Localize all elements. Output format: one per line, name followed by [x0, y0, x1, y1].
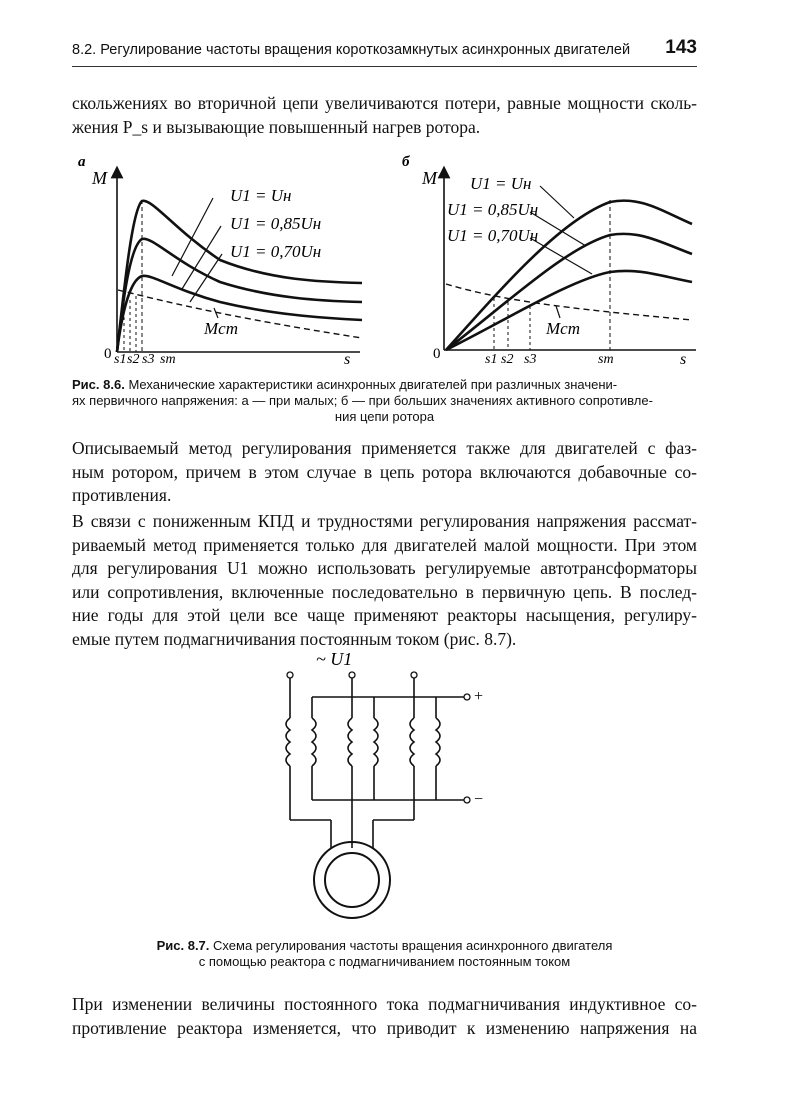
panel-b	[402, 154, 696, 368]
curve-label: U1 = 0,85Uн	[447, 200, 539, 219]
section-title: 8.2. Регулирование частоты вращения короткозамкнутых асинхронных двигателей	[72, 42, 631, 58]
paragraph-2	[72, 437, 697, 508]
caption-text: ях первичного напряжения: а — при малых; б — при больших значениях активного сопротивле-	[72, 393, 653, 408]
text-line: При изменении величины постоянного тока подмагничивания индуктивное со-	[72, 994, 697, 1014]
text-line: емые путем подмагничивания постоянным током (рис. 8.7).	[72, 628, 517, 649]
leader-line	[530, 212, 586, 246]
caption-label: Рис. 8.7.	[156, 938, 210, 953]
x-axis-label: s	[344, 351, 351, 368]
x-axis-label: s	[680, 351, 687, 368]
figure-8-6	[0, 150, 794, 375]
s-label: s3	[524, 352, 537, 367]
s-label: sm	[160, 352, 176, 367]
figure-8-6-caption	[72, 377, 697, 425]
leader-line	[190, 254, 222, 302]
text-line: для регулирования U1 можно использовать регулируемые автотрансформаторы	[72, 558, 697, 578]
caption-text: Механические характеристики асинхронных двигателей при различных значени-	[128, 377, 618, 392]
s-label: s2	[127, 352, 140, 367]
origin-label: 0	[104, 346, 112, 362]
text-line: ным ротором, причем в этом случае в цепь ротора включаются добавочные со-	[72, 461, 697, 482]
y-axis-label: M	[422, 168, 437, 188]
origin-label: 0	[433, 346, 441, 362]
paragraph-4	[72, 993, 697, 1040]
leader-line	[540, 186, 574, 218]
s-label: sm	[598, 352, 614, 367]
caption-text: Схема регулирования частоты вращения асинхронного двигателя	[213, 938, 613, 953]
text-line: ние годы для этой цели все чаще применяют реакторы насыщения, регулиру-	[72, 605, 697, 625]
plus-label: +	[474, 688, 484, 705]
caption-label: Рис. 8.6.	[72, 377, 125, 392]
supply-label: ~ U1	[316, 649, 353, 669]
page-number: 143	[665, 37, 697, 58]
figure-8-7-caption	[72, 938, 697, 970]
panel-letter: б	[402, 154, 410, 170]
running-header	[72, 36, 697, 67]
load-label: Mст	[204, 319, 238, 338]
text-line: В связи с пониженным КПД и трудностями регулирования напряжения рассмат-	[72, 511, 697, 531]
y-axis-label: M	[92, 168, 107, 188]
panel-a	[78, 154, 362, 368]
panel-letter: а	[78, 154, 86, 170]
caption-text: ния цепи ротора	[334, 409, 435, 424]
paragraph-1	[72, 92, 697, 139]
curve-label: U1 = 0,70Uн	[447, 226, 539, 245]
load-torque-curve	[446, 284, 692, 320]
curve-label: U1 = Uн	[230, 186, 292, 205]
leader-line	[556, 306, 560, 318]
s-label: s3	[142, 352, 155, 367]
text-line: противление реактора изменяется, что приводит к изменению напряжения на	[72, 1017, 697, 1038]
text-line: противления.	[72, 485, 172, 505]
text-line: или сопротивления, включенные последовательно в первичную цепь. В послед-	[72, 581, 697, 602]
load-label: Mст	[546, 319, 580, 338]
s-label: s1	[114, 352, 127, 367]
paragraph-3	[72, 510, 697, 651]
text-line: жения P_s и вызывающие повышенный нагрев ротора.	[72, 116, 481, 137]
caption-text: с помощью реактора с подмагничиванием постоянным током	[198, 954, 571, 969]
curve-label: U1 = 0,85Uн	[230, 214, 322, 233]
motor-rotor	[325, 853, 379, 907]
curve-label: U1 = Uн	[470, 174, 532, 193]
figure-8-7	[0, 640, 794, 940]
curve-label: U1 = 0,70Uн	[230, 242, 322, 261]
circuit-wires	[286, 678, 464, 848]
s-label: s1	[485, 352, 498, 367]
text-line: Описываемый метод регулирования применяется также для двигателей с фаз-	[72, 438, 697, 458]
text-line: риваемый метод применяется только для двигателей малой мощности. При этом	[72, 534, 697, 555]
text-line: скольжениях во вторичной цепи увеличиваются потери, равные мощности сколь-	[72, 93, 697, 113]
load-torque-curve	[118, 290, 362, 338]
leader-line	[172, 198, 213, 276]
minus-label: −	[474, 791, 484, 808]
s-label: s2	[501, 352, 514, 367]
